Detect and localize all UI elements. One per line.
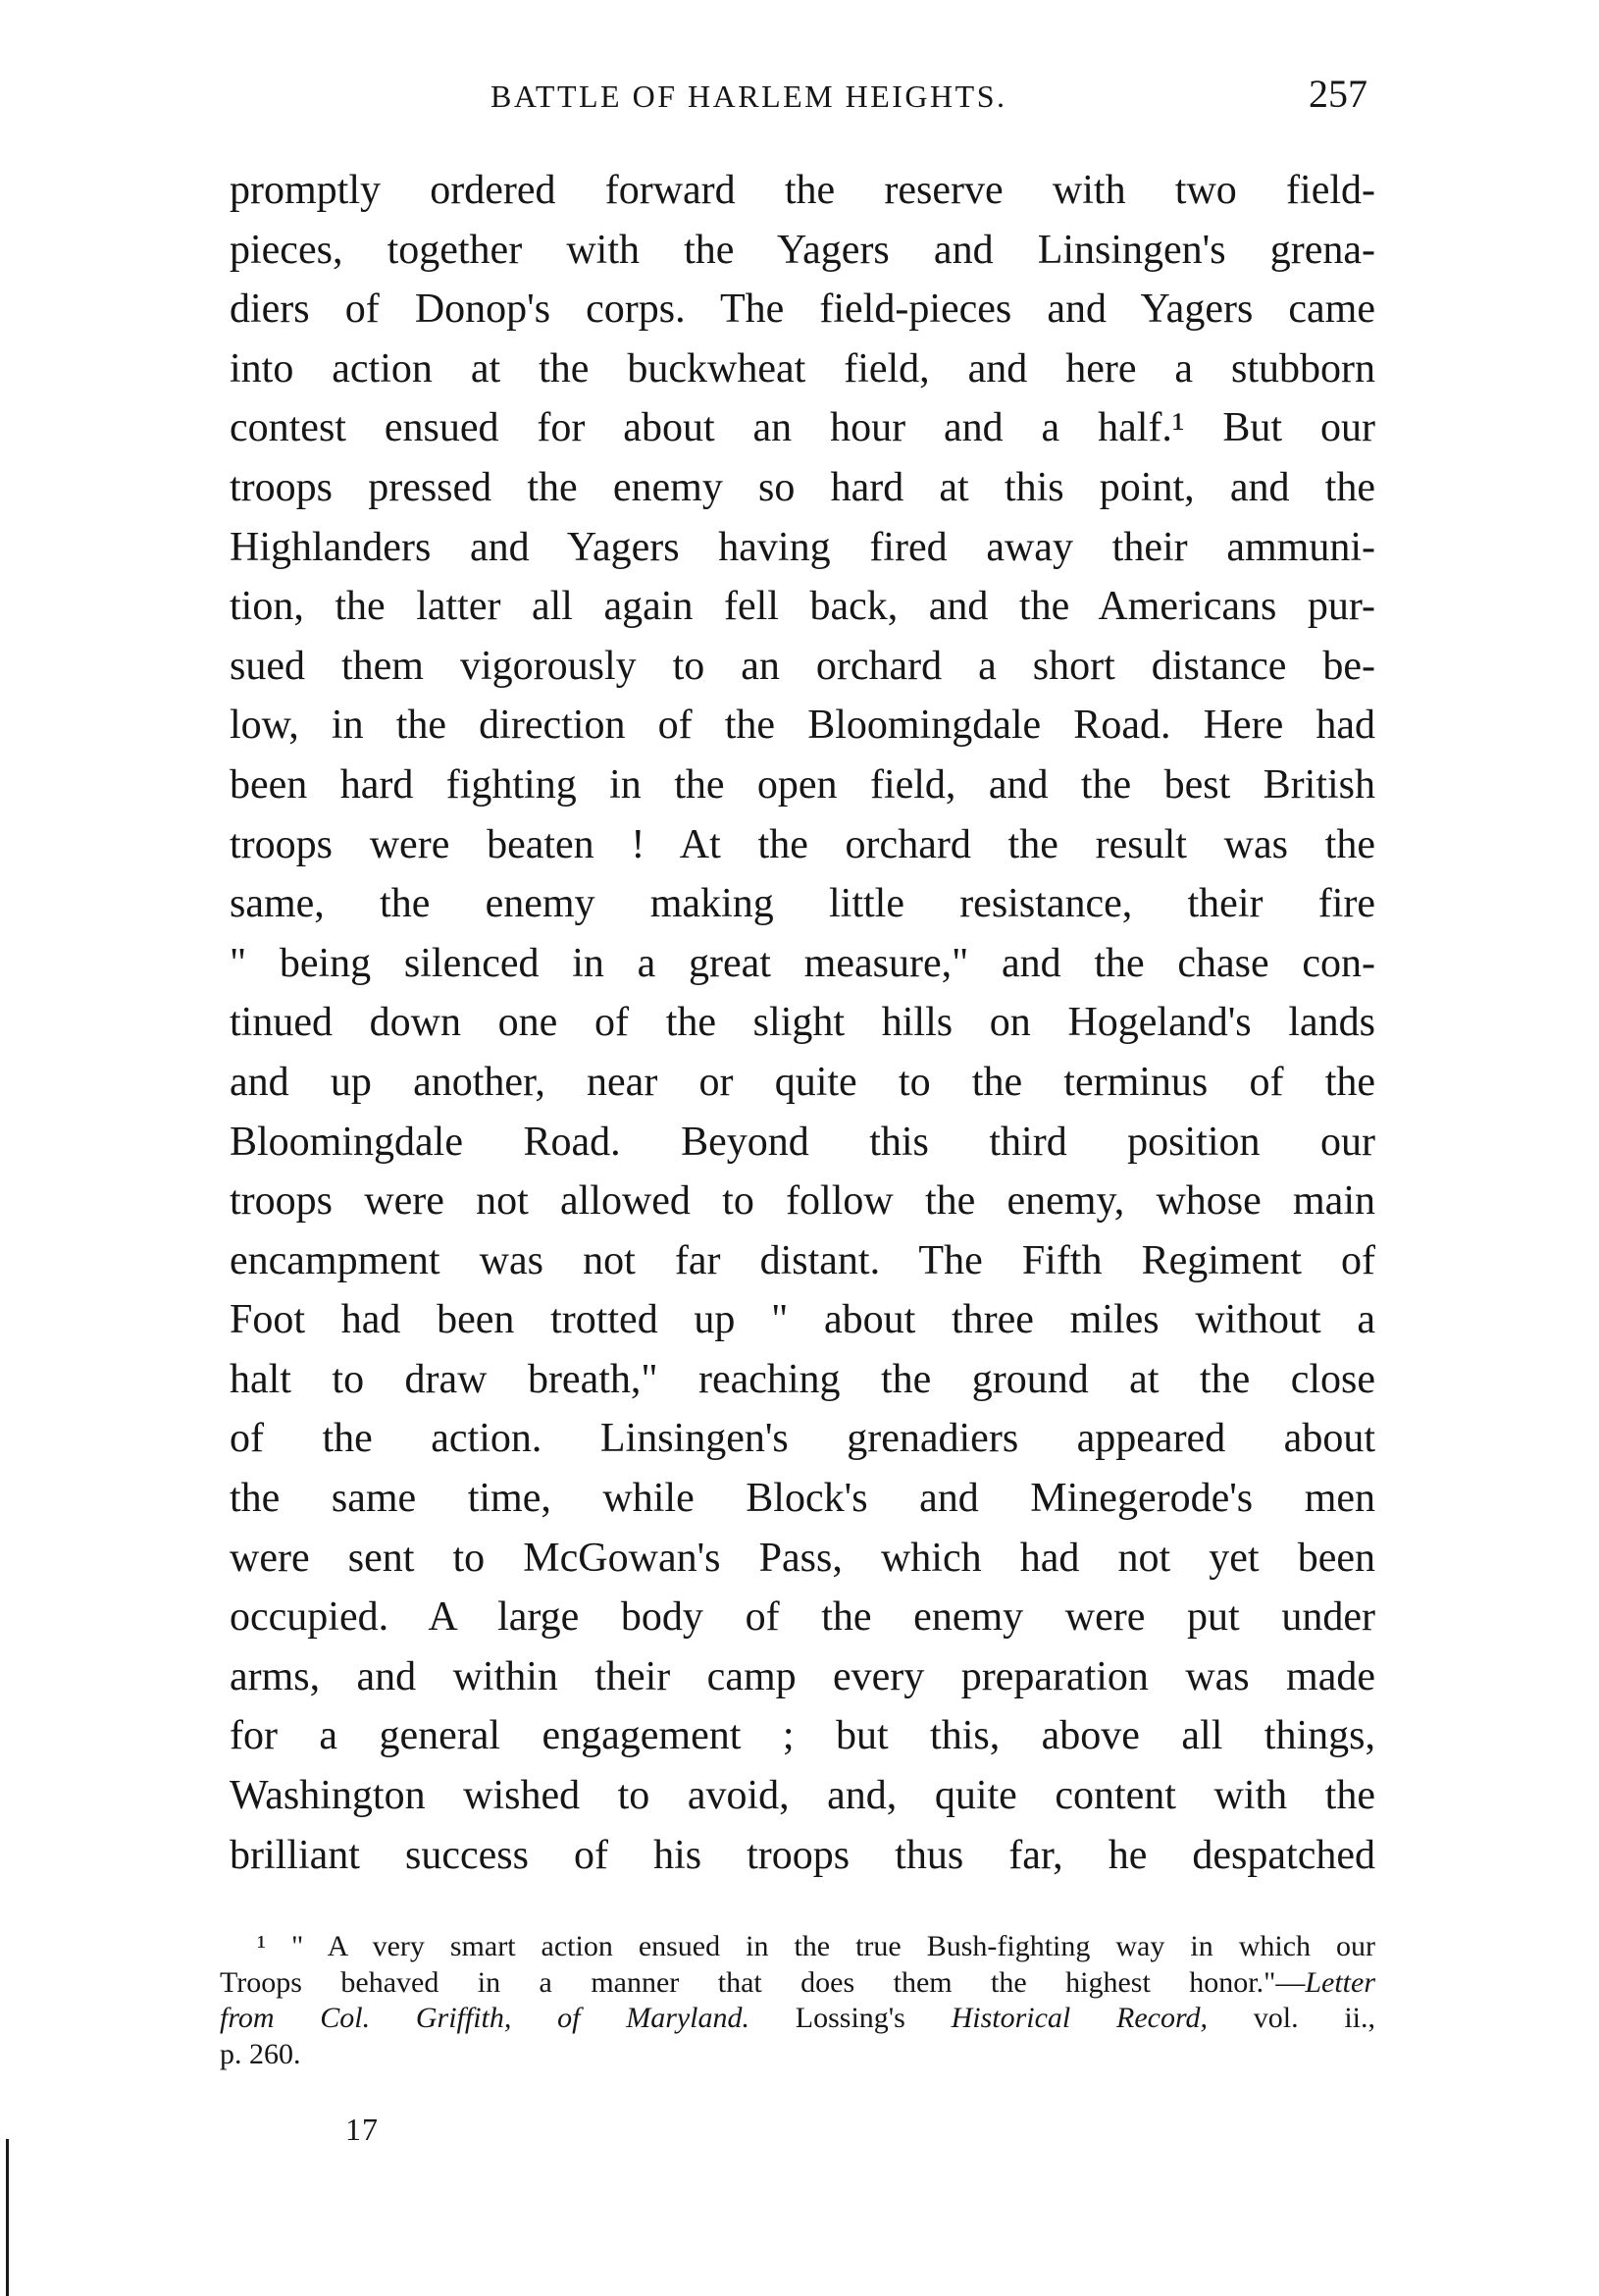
footnote-line bbox=[220, 2001, 1375, 2037]
footnote-line: ¹ " A very smart action ensued in the true Bush-fighting way in which our bbox=[257, 1930, 1375, 1962]
text-line: Bloomingdale Road. Beyond this third position our bbox=[230, 1119, 1375, 1165]
signature-mark: 17 bbox=[345, 2112, 379, 2147]
text-line: Foot had been trotted up " about three miles without a bbox=[230, 1297, 1375, 1343]
footnote-italic-text: from Col. Griffith, of Maryland. bbox=[220, 2002, 750, 2034]
footnote-line: p. 260. bbox=[220, 2037, 301, 2070]
body-text bbox=[230, 161, 1375, 1885]
text-line: sued them vigorously to an orchard a short distance be- bbox=[230, 643, 1375, 689]
text-line: diers of Donop's corps. The field-pieces and Yagers came bbox=[230, 287, 1375, 333]
text-line: troops were not allowed to follow the enemy, whose main bbox=[230, 1178, 1375, 1225]
text-line: Washington wished to avoid, and, quite content with the bbox=[230, 1773, 1375, 1819]
page-edge-shadow bbox=[6, 2139, 9, 2296]
text-line: tion, the latter all again fell back, and the Americans pur- bbox=[230, 584, 1375, 630]
text-line: for a general engagement ; but this, above all things, bbox=[230, 1713, 1375, 1759]
footnote-italic-text: Letter bbox=[1305, 1965, 1375, 1999]
footnote bbox=[220, 1929, 1375, 2072]
text-line: promptly ordered forward the reserve with two field- bbox=[230, 168, 1375, 213]
text-line: been hard fighting in the open field, and the best British bbox=[230, 761, 1375, 808]
text-line: pieces, together with the Yagers and Linsingen's grena- bbox=[230, 227, 1375, 273]
text-line: arms, and within their camp every preparation was made bbox=[230, 1653, 1375, 1699]
text-line: same, the enemy making little resistance, their fire bbox=[230, 881, 1375, 927]
text-line: and up another, near or quite to the terminus of the bbox=[230, 1059, 1375, 1105]
footnote-text: Lossing's bbox=[749, 2002, 952, 2034]
text-line: encampment was not far distant. The Fifth Regiment of bbox=[230, 1237, 1375, 1283]
text-line: troops were beaten ! At the orchard the result was the bbox=[230, 821, 1375, 867]
text-line: contest ensued for about an hour and a half.¹ But our bbox=[230, 405, 1375, 451]
text-line: brilliant success of his troops thus far, he despatched bbox=[230, 1832, 1375, 1878]
text-line: occupied. A large body of the enemy were put under bbox=[230, 1594, 1375, 1641]
footnote-text: vol. ii., bbox=[1208, 2002, 1376, 2034]
text-line: Highlanders and Yagers having fired away their ammuni- bbox=[230, 524, 1375, 570]
text-line: halt to draw breath," reaching the ground at the close bbox=[230, 1356, 1375, 1402]
footnote-line bbox=[220, 1965, 1375, 2002]
running-title: BATTLE OF HARLEM HEIGHTS. bbox=[490, 78, 1007, 114]
footnote-italic-text: Historical Record, bbox=[951, 2002, 1209, 2034]
footnote-text: Troops behaved in a manner that does them the highest honor."— bbox=[220, 1965, 1306, 1999]
text-line: of the action. Linsingen's grenadiers appeared about bbox=[230, 1416, 1375, 1462]
page-number: 257 bbox=[1309, 72, 1367, 116]
text-line: tinued down one of the slight hills on Hogeland's lands bbox=[230, 1000, 1375, 1046]
text-line: into action at the buckwheat field, and here a stubborn bbox=[230, 345, 1375, 391]
text-line: were sent to McGowan's Pass, which had not yet been bbox=[230, 1535, 1375, 1581]
text-line: troops pressed the enemy so hard at this point, and the bbox=[230, 464, 1375, 510]
text-line: the same time, while Block's and Minegerode's men bbox=[230, 1476, 1375, 1522]
text-line: " being silenced in a great measure," and the chase con- bbox=[230, 940, 1375, 986]
text-line: low, in the direction of the Bloomingdale Road. Here had bbox=[230, 703, 1375, 749]
